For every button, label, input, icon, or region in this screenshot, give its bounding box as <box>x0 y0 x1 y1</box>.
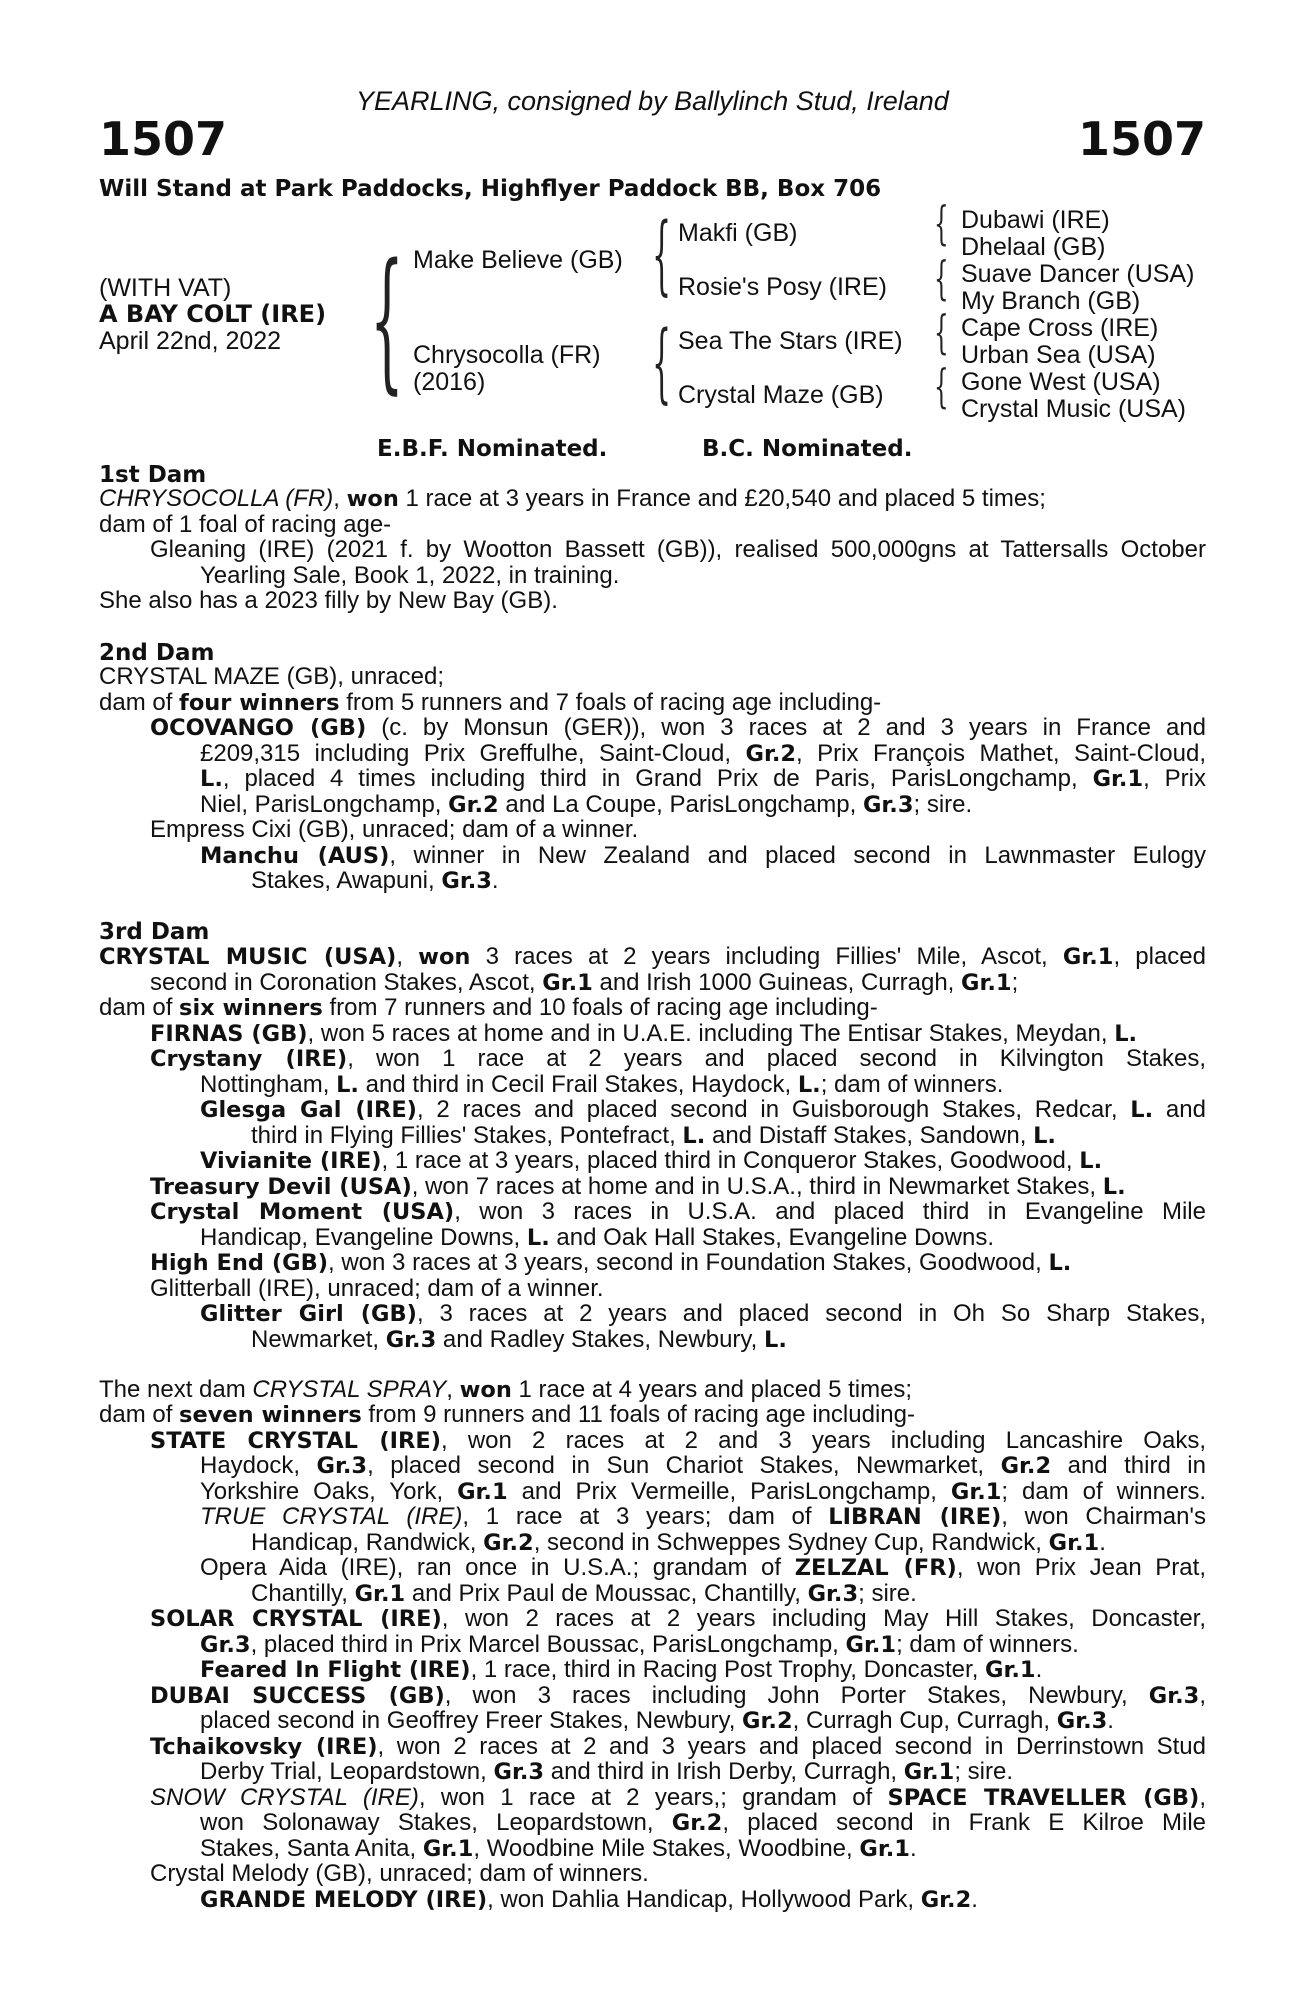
text-line: Chantilly, Gr.1 and Prix Paul de Moussac, Chantilly, Gr.3; sire. <box>251 1580 917 1607</box>
sire-sire: Makfi (GB) <box>678 219 798 247</box>
grandsire-4: Gone West (USA) <box>961 368 1161 396</box>
granddam-3: Urban Sea (USA) <box>961 341 1156 369</box>
text-line: She also has a 2023 filly by New Bay (GB). <box>99 587 558 614</box>
pedigree-brace-g1: { <box>934 196 949 250</box>
sire-dam: Rosie's Posy (IRE) <box>678 273 887 301</box>
text-line: placed second in Geoffrey Freer Stakes, Newbury, Gr.2, Curragh Cup, Curragh, Gr.3. <box>200 1707 1114 1734</box>
sire: Make Believe (GB) <box>413 246 623 274</box>
text-line: dam of seven winners from 9 runners and 11 foals of racing age including- <box>99 1401 915 1428</box>
vat-note: (WITH VAT) <box>99 274 232 302</box>
dam-dam: Crystal Maze (GB) <box>678 381 884 409</box>
text-line: CHRYSOCOLLA (FR), won 1 race at 3 years in France and £20,540 and placed 5 times; <box>99 485 1046 512</box>
text-line: Glesga Gal (IRE), 2 races and placed second in Guisborough Stakes, Redcar, L. and <box>200 1096 1206 1123</box>
pedigree-brace-main: { <box>370 231 404 408</box>
granddam-4: Crystal Music (USA) <box>961 395 1187 423</box>
lot-number-left: 1507 <box>99 112 228 166</box>
pedigree-brace-dam: { <box>652 313 672 413</box>
grandsire-3: Cape Cross (IRE) <box>961 314 1159 342</box>
stand-location: Will Stand at Park Paddocks, Highflyer Paddock BB, Box 706 <box>99 176 882 202</box>
horse-name: A BAY COLT (IRE) <box>99 300 327 328</box>
text-line: £209,315 including Prix Greffulhe, Saint-Cloud, Gr.2, Prix François Mathet, Saint-Cloud, <box>200 740 1207 767</box>
text-line: SNOW CRYSTAL (IRE), won 1 race at 2 years,; grandam of SPACE TRAVELLER (GB), <box>150 1784 1206 1811</box>
text-line: Newmarket, Gr.3 and Radley Stakes, Newbury, L. <box>251 1326 787 1353</box>
text-line: Treasury Devil (USA), won 7 races at home and in U.S.A., third in Newmarket Stakes, L. <box>150 1173 1126 1200</box>
text-line: dam of four winners from 5 runners and 7 foals of racing age including- <box>99 689 882 716</box>
ebf-nomination: E.B.F. Nominated. <box>377 436 608 462</box>
text-line: GRANDE MELODY (IRE), won Dahlia Handicap, Hollywood Park, Gr.2. <box>200 1886 978 1913</box>
text-line: second in Coronation Stakes, Ascot, Gr.1 and Irish 1000 Guineas, Curragh, Gr.1; <box>150 969 1019 996</box>
grandsire-2: Suave Dancer (USA) <box>961 260 1195 288</box>
text-line: Crystal Melody (GB), unraced; dam of winners. <box>150 1860 649 1887</box>
first-dam-heading: 1st Dam <box>99 462 207 488</box>
text-line: Handicap, Evangeline Downs, L. and Oak Hall Stakes, Evangeline Downs. <box>200 1224 994 1251</box>
text-line: Feared In Flight (IRE), 1 race, third in Racing Post Trophy, Doncaster, Gr.1. <box>200 1656 1043 1683</box>
text-line: won Solonaway Stakes, Leopardstown, Gr.2, placed second in Frank E Kilroe Mile <box>200 1809 1207 1836</box>
text-line: Glitter Girl (GB), 3 races at 2 years and placed second in Oh So Sharp Stakes, <box>200 1300 1206 1327</box>
text-line: Empress Cixi (GB), unraced; dam of a winner. <box>150 816 639 843</box>
text-line: Stakes, Awapuni, Gr.3. <box>251 867 499 894</box>
grandsire-1: Dubawi (IRE) <box>961 206 1110 234</box>
text-line: dam of 1 foal of racing age- <box>99 511 392 538</box>
text-line: Gleaning (IRE) (2021 f. by Wootton Bassett (GB)), realised 500,000gns at Tattersalls October <box>150 536 1206 563</box>
text-line: CRYSTAL MUSIC (USA), won 3 races at 2 years including Fillies' Mile, Ascot, Gr.1, placed <box>99 943 1206 970</box>
dam: Chrysocolla (FR) <box>413 341 601 369</box>
text-line: SOLAR CRYSTAL (IRE), won 2 races at 2 years including May Hill Stakes, Doncaster, <box>150 1605 1207 1632</box>
text-line: Yorkshire Oaks, York, Gr.1 and Prix Vermeille, ParisLongchamp, Gr.1; dam of winners. <box>200 1478 1206 1505</box>
text-line: Vivianite (IRE), 1 race at 3 years, placed third in Conqueror Stakes, Goodwood, L. <box>200 1147 1103 1174</box>
consignment-subtitle: YEARLING, consigned by Ballylinch Stud, Ireland <box>356 86 949 116</box>
text-line: FIRNAS (GB), won 5 races at home and in U.A.E. including The Entisar Stakes, Meydan, L. <box>150 1020 1138 1047</box>
text-line: Nottingham, L. and third in Cecil Frail Stakes, Haydock, L.; dam of winners. <box>200 1071 1004 1098</box>
text-line: TRUE CRYSTAL (IRE), 1 race at 3 years; dam of LIBRAN (IRE), won Chairman's <box>200 1503 1207 1530</box>
text-line: L., placed 4 times including third in Grand Prix de Paris, ParisLongchamp, Gr.1, Prix <box>200 765 1207 792</box>
text-line: Manchu (AUS), winner in New Zealand and placed second in Lawnmaster Eulogy <box>200 842 1206 869</box>
text-line: CRYSTAL MAZE (GB), unraced; <box>99 663 444 690</box>
granddam-2: My Branch (GB) <box>961 287 1141 315</box>
text-line: Niel, ParisLongchamp, Gr.2 and La Coupe, ParisLongchamp, Gr.3; sire. <box>200 791 973 818</box>
text-line: Gr.3, placed third in Prix Marcel Boussac, ParisLongchamp, Gr.1; dam of winners. <box>200 1631 1079 1658</box>
horse-dob: April 22nd, 2022 <box>99 327 282 355</box>
pedigree-brace-g3: { <box>934 305 949 359</box>
dam-sire: Sea The Stars (IRE) <box>678 327 903 355</box>
lot-number-right: 1507 <box>1077 112 1206 166</box>
text-line: Opera Aida (IRE), ran once in U.S.A.; grandam of ZELZAL (FR), won Prix Jean Prat, <box>200 1554 1206 1581</box>
text-line: third in Flying Fillies' Stakes, Pontefract, L. and Distaff Stakes, Sandown, L. <box>251 1122 1056 1149</box>
text-line: Yearling Sale, Book 1, 2022, in training. <box>200 562 620 589</box>
text-line: The next dam CRYSTAL SPRAY, won 1 race at 4 years and placed 5 times; <box>99 1376 913 1403</box>
text-line: Haydock, Gr.3, placed second in Sun Chariot Stakes, Newmarket, Gr.2 and third in <box>200 1452 1206 1479</box>
dam-year: (2016) <box>413 368 486 396</box>
text-line: Tchaikovsky (IRE), won 2 races at 2 and 3 years and placed second in Derrinstown Stud <box>150 1733 1206 1760</box>
text-line: Crystal Moment (USA), won 3 races in U.S.A. and placed third in Evangeline Mile <box>150 1198 1206 1225</box>
pedigree-brace-g4: { <box>934 359 949 413</box>
third-dam-heading: 3rd Dam <box>99 919 210 945</box>
text-line: dam of six winners from 7 runners and 10 foals of racing age including- <box>99 994 878 1021</box>
second-dam-heading: 2nd Dam <box>99 640 215 666</box>
text-line: DUBAI SUCCESS (GB), won 3 races including John Porter Stakes, Newbury, Gr.3, <box>150 1682 1206 1709</box>
pedigree-brace-g2: { <box>934 251 949 305</box>
text-line: Stakes, Santa Anita, Gr.1, Woodbine Mile Stakes, Woodbine, Gr.1. <box>200 1835 917 1862</box>
pedigree-brace-sire: { <box>652 205 672 305</box>
text-line: Handicap, Randwick, Gr.2, second in Schweppes Sydney Cup, Randwick, Gr.1. <box>251 1529 1106 1556</box>
granddam-1: Dhelaal (GB) <box>961 233 1106 261</box>
text-line: Crystany (IRE), won 1 race at 2 years and placed second in Kilvington Stakes, <box>150 1045 1206 1072</box>
bc-nomination: B.C. Nominated. <box>702 436 913 462</box>
text-line: OCOVANGO (GB) (c. by Monsun (GER)), won 3 races at 2 and 3 years in France and <box>150 714 1207 741</box>
text-line: Derby Trial, Leopardstown, Gr.3 and third in Irish Derby, Curragh, Gr.1; sire. <box>200 1758 1014 1785</box>
text-line: High End (GB), won 3 races at 3 years, second in Foundation Stakes, Goodwood, L. <box>150 1249 1072 1276</box>
text-line: STATE CRYSTAL (IRE), won 2 races at 2 and 3 years including Lancashire Oaks, <box>150 1427 1206 1454</box>
text-line: Glitterball (IRE), unraced; dam of a winner. <box>150 1275 604 1302</box>
